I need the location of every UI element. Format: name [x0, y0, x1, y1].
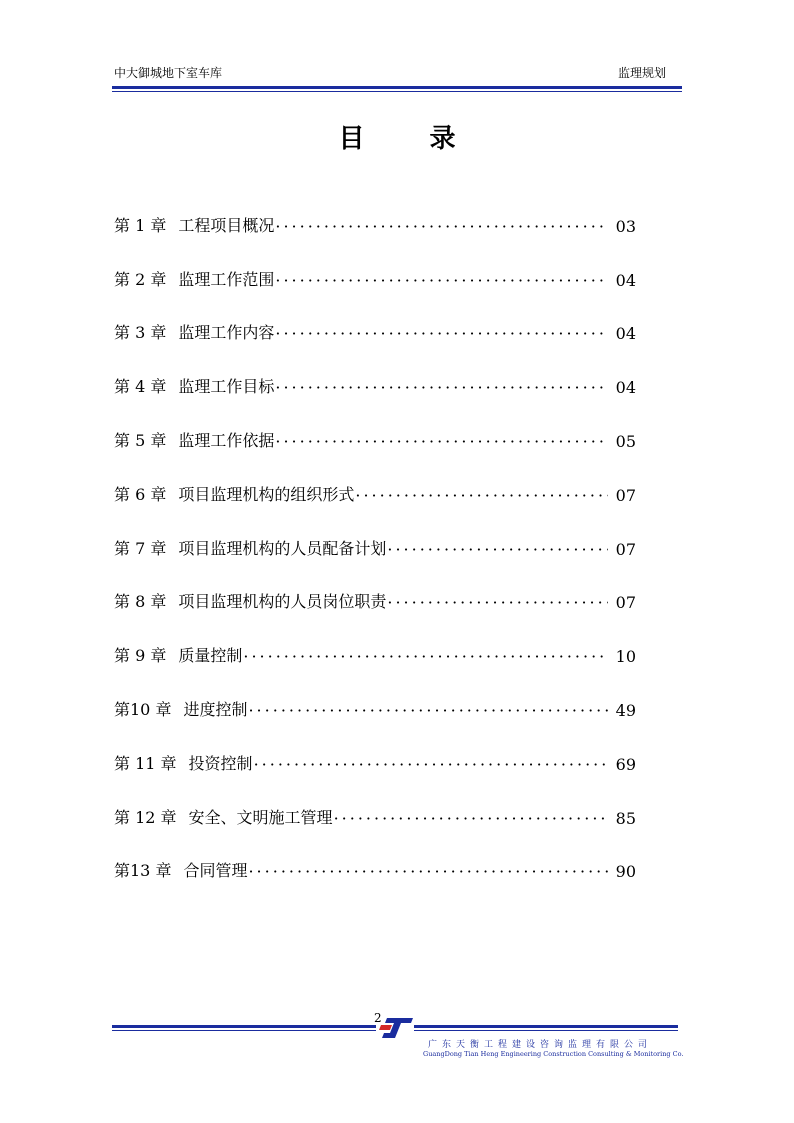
- toc-chapter: 第 6 章: [114, 484, 167, 504]
- toc-title: 进度控制: [183, 699, 248, 719]
- toc-entry[interactable]: [114, 421, 636, 475]
- toc-entry[interactable]: [114, 636, 636, 690]
- header-doc-type: 监理规划: [617, 66, 666, 80]
- toc-page-number: 49: [615, 700, 636, 720]
- toc-chapter: 第 7 章: [114, 538, 167, 558]
- toc-leader-dots: [248, 701, 607, 744]
- toc-title: 项目监理机构的人员岗位职责: [178, 592, 387, 612]
- toc-page-number: 10: [615, 647, 636, 667]
- toc-entry[interactable]: [114, 852, 636, 906]
- toc-entry[interactable]: [114, 475, 636, 529]
- toc-page-number: 69: [615, 754, 636, 774]
- tianheng-logo-icon: [379, 1016, 415, 1040]
- toc-chapter: 第10 章: [114, 699, 172, 719]
- toc-chapter: 第 12 章: [114, 807, 177, 827]
- toc-entry[interactable]: [114, 744, 636, 798]
- toc-chapter: 第 9 章: [114, 646, 167, 666]
- header-rule-thin: [112, 91, 682, 92]
- toc-entry[interactable]: [114, 798, 636, 852]
- toc-chapter: 第 5 章: [114, 430, 167, 450]
- toc-leader-dots: [275, 378, 607, 421]
- toc-leader-dots: [355, 486, 607, 529]
- toc-entry[interactable]: [114, 583, 636, 637]
- toc-title: 监理工作目标: [178, 377, 275, 397]
- toc-title: 项目监理机构的组织形式: [178, 484, 355, 504]
- toc-title: 安全、文明施工管理: [188, 807, 333, 827]
- toc-entry[interactable]: [114, 367, 636, 421]
- toc-leader-dots: [275, 271, 607, 314]
- company-name-en: GuangDong Tian Heng Engineering Construction Consulting & Monitoring Co.: [423, 1050, 684, 1058]
- toc-entry[interactable]: [114, 206, 636, 260]
- toc-entry[interactable]: [114, 260, 636, 314]
- footer-rule-left: [112, 1025, 376, 1028]
- toc-leader-dots: [248, 862, 607, 905]
- company-name-cn: 广东天衡工程建设咨询监理有限公司: [428, 1040, 653, 1050]
- footer-rule-right-thin: [414, 1030, 678, 1031]
- toc-leader-dots: [387, 540, 607, 583]
- toc-chapter: 第 3 章: [114, 323, 167, 343]
- toc-entry[interactable]: [114, 314, 636, 368]
- toc-page-number: 04: [615, 270, 636, 290]
- toc-chapter: 第 1 章: [114, 215, 167, 235]
- toc-title: 监理工作范围: [178, 269, 275, 289]
- toc-page-number: 04: [615, 324, 636, 344]
- footer-rule-left-thin: [112, 1030, 376, 1031]
- toc-page-number: 07: [615, 539, 636, 559]
- toc-chapter: 第 2 章: [114, 269, 167, 289]
- toc-title: 合同管理: [183, 861, 248, 881]
- toc-chapter: 第13 章: [114, 861, 172, 881]
- page-number: 2: [374, 1011, 382, 1025]
- toc-leader-dots: [243, 647, 607, 690]
- toc-leader-dots: [275, 324, 607, 367]
- toc-page-number: 07: [615, 593, 636, 613]
- footer-rule-right: [414, 1025, 678, 1028]
- header-rule-thick: [112, 86, 682, 89]
- toc-chapter: 第 8 章: [114, 592, 167, 612]
- toc-leader-dots: [254, 755, 608, 798]
- toc-title: 工程项目概况: [178, 215, 275, 235]
- toc-title: 质量控制: [178, 646, 243, 666]
- toc-title: 监理工作内容: [178, 323, 275, 343]
- toc-entry[interactable]: [114, 690, 636, 744]
- toc-leader-dots: [275, 217, 607, 260]
- toc-page-number: 04: [615, 378, 636, 398]
- toc-leader-dots: [387, 593, 607, 636]
- toc-title: 投资控制: [188, 753, 253, 773]
- page-title: 目 录: [338, 124, 484, 154]
- toc-chapter: 第 4 章: [114, 377, 167, 397]
- toc-title: 项目监理机构的人员配备计划: [178, 538, 387, 558]
- table-of-contents: [114, 206, 636, 905]
- toc-page-number: 05: [615, 431, 636, 451]
- header-project-name: 中大御城地下室车库: [114, 66, 223, 80]
- toc-page-number: 07: [615, 485, 636, 505]
- toc-entry[interactable]: [114, 529, 636, 583]
- toc-title: 监理工作依据: [178, 430, 275, 450]
- toc-page-number: 90: [615, 862, 636, 882]
- toc-chapter: 第 11 章: [114, 753, 177, 773]
- toc-page-number: 03: [615, 216, 636, 236]
- toc-leader-dots: [275, 432, 607, 475]
- toc-leader-dots: [334, 809, 608, 852]
- toc-page-number: 85: [615, 808, 636, 828]
